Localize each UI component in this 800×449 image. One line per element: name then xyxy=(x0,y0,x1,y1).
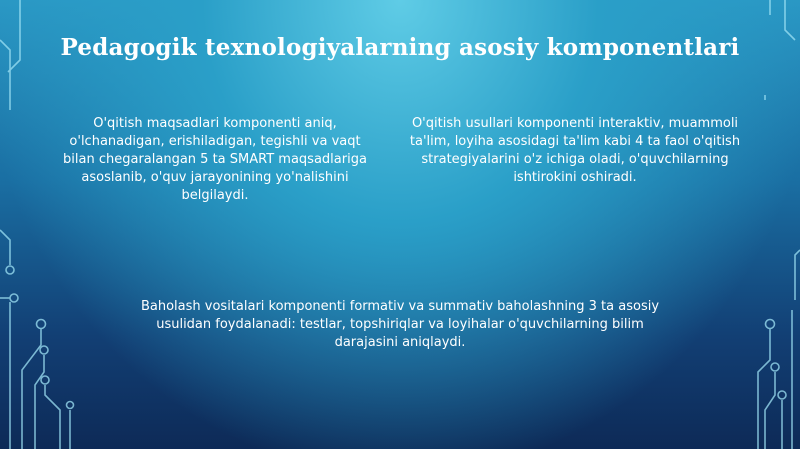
methods-paragraph: O'qitish usullari komponenti interaktiv, muammoli ta'lim, loyiha asosidagi ta'lim kabi 4 ta faol o'qitish strategiyalarini o'z ichiga oladi, o'quvchilarning ishtirokini oshiradi. xyxy=(409,116,741,185)
objectives-paragraph: O'qitish maqsadlari komponenti aniq, o'lchanadigan, erishiladigan, tegishli va vaqt bilan chegaralangan 5 ta SMART maqsadlariga asoslanib, o'quv jarayonining yo'nalishini belgilaydi. xyxy=(63,116,367,203)
assessment-paragraph: Baholash vositalari komponenti formativ va summativ baholashning 3 ta asosiy usulidan foydalanadi: testlar, topshiriqlar va loyihalar o'quvchilarning bilim darajasini aniqlaydi. xyxy=(140,299,660,350)
left-circuit-decoration xyxy=(0,0,90,449)
right-circuit-decoration xyxy=(710,0,800,449)
slide-title: Pedagogik texnologiyalarning asosiy komponentlari xyxy=(60,34,740,61)
